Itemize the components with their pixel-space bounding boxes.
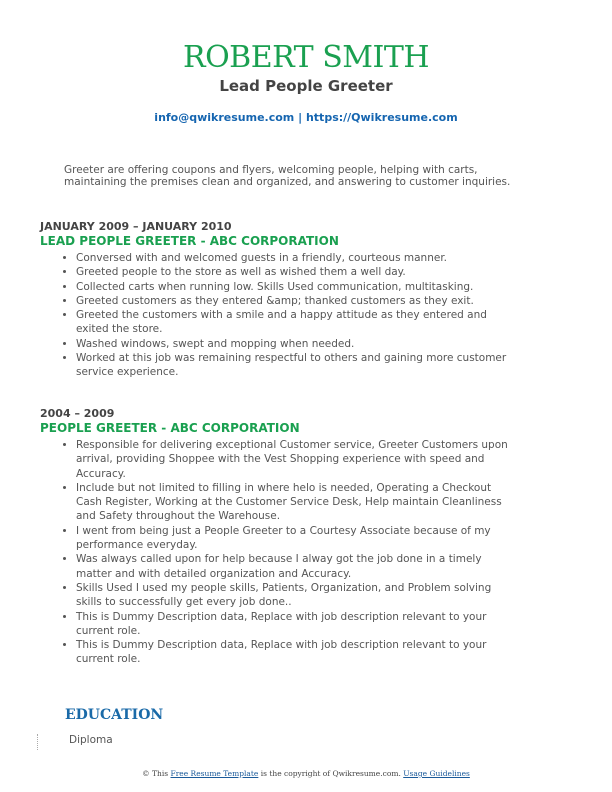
job-dates: 2004 – 2009 [40,407,115,420]
footer-middle: is the copyright of Qwikresume.com. [258,769,404,778]
usage-guidelines-link[interactable]: Usage Guidelines [403,769,470,778]
list-item: • Responsible for delivering exceptional Customer service, Greeter Customers upon arrival, providing Shoppee with the Vest Shopping experience with speed and Accuracy. [76,438,520,481]
job-title: LEAD PEOPLE GREETER - ABC CORPORATION [40,234,339,248]
email-link[interactable]: info@qwikresume.com [154,111,295,124]
list-item: • Collected carts when running low. Skills Used communication, multitasking. [76,280,520,294]
list-item: • I went from being just a People Greeter to a Courtesy Associate because of my performance everyday. [76,524,520,553]
job-title: PEOPLE GREETER - ABC CORPORATION [40,421,300,435]
list-item: • Skills Used I used my people skills, Patients, Organization, and Problem solving skills to successfully get every job done.. [76,581,520,610]
list-item: • Conversed with and welcomed guests in a friendly, courteous manner. [76,251,520,265]
contact-line [0,111,612,124]
list-item: • Include but not limited to filling in where helo is needed, Operating a Checkout Cash Register, Working at the Customer Service Desk, Help maintain Cleanliness and Safety throughout the Warehouse. [76,481,520,524]
education-degree: Diploma [69,734,113,746]
experience-entry [40,220,520,380]
job-bullets [40,251,520,380]
candidate-title: Lead People Greeter [219,77,393,95]
website-link[interactable]: https://Qwikresume.com [305,111,458,124]
footer-prefix: © This [142,769,171,778]
summary: Greeter are offering coupons and flyers, welcoming people, helping with carts, maintaining the premises clean and organized, and answering to customer inquiries. [64,164,511,188]
candidate-name: ROBERT SMITH [182,40,430,75]
list-item: • This is Dummy Description data, Replace with job description relevant to your current role. [76,610,520,639]
list-item: • Greeted the customers with a smile and a happy attitude as they entered and exited the store. [76,308,520,337]
job-bullets [40,438,520,667]
free-resume-template-link[interactable]: Free Resume Template [170,769,259,778]
list-item: • This is Dummy Description data, Replace with job description relevant to your current role. [76,638,520,667]
education-heading: EDUCATION [65,707,164,723]
separator: | [294,111,306,124]
list-item: • Greeted people to the store as well as wished them a well day. [76,265,520,279]
divider [37,734,39,750]
experience-entry [40,407,520,667]
job-dates: JANUARY 2009 – JANUARY 2010 [40,220,232,233]
list-item: • Washed windows, swept and mopping when needed. [76,337,520,351]
footer [0,769,612,778]
list-item: • Greeted customers as they entered &amp; thanked customers as they exit. [76,294,520,308]
list-item: • Was always called upon for help because I alway got the job done in a timely matter and with detailed organization and Accuracy. [76,552,520,581]
list-item: • Worked at this job was remaining respectful to others and gaining more customer service experience. [76,351,520,380]
